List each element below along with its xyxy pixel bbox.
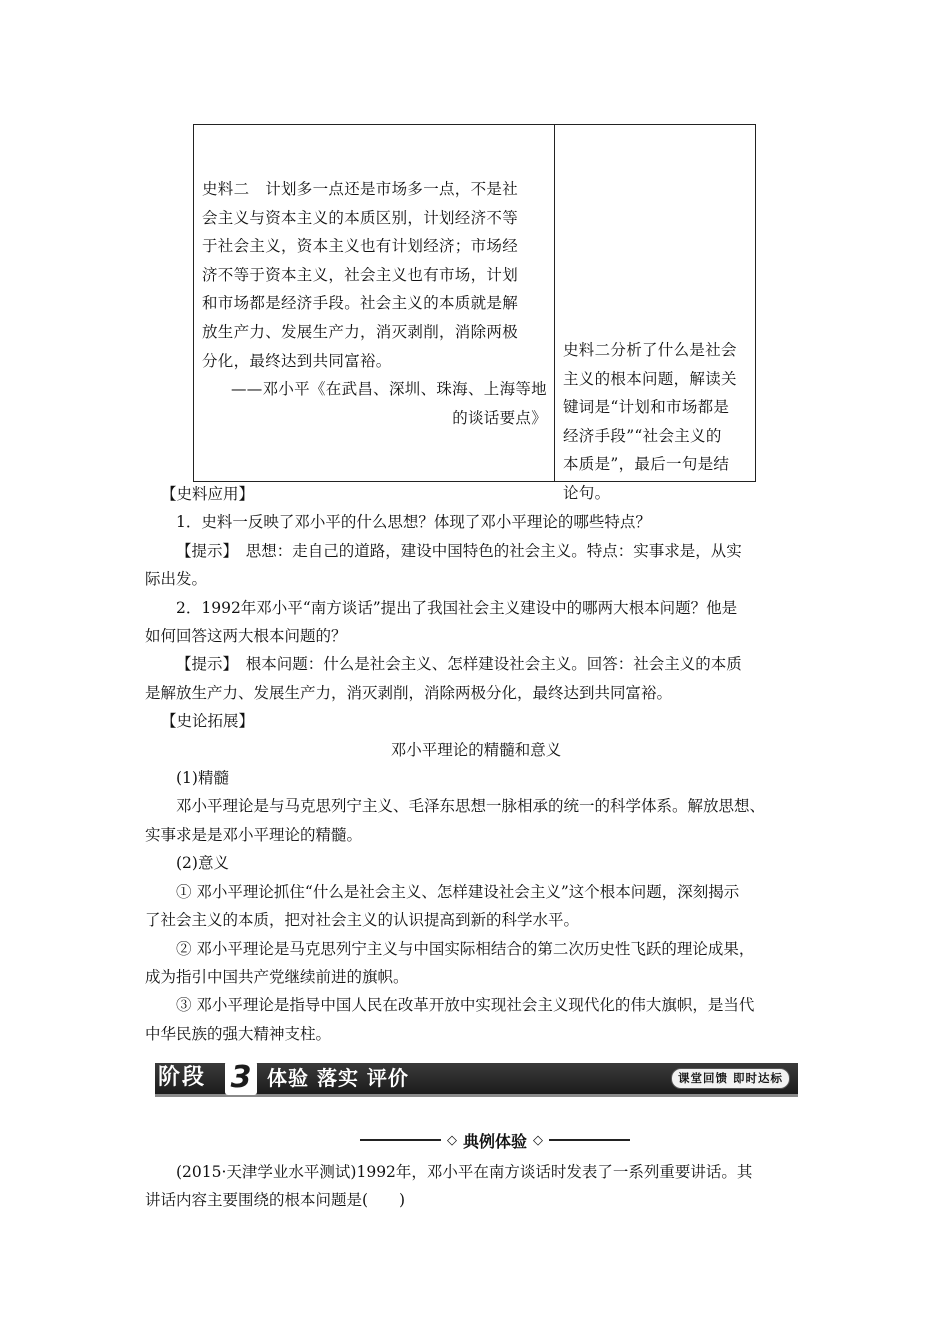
paragraph-line: 了社会主义的本质，把对社会主义的认识提高到新的科学水平。	[145, 911, 580, 930]
stage-banner	[155, 1060, 798, 1097]
extend-title: 邓小平理论的精髓和意义	[390, 740, 562, 759]
paragraph-line: 实事求是是邓小平理论的精髓。	[145, 825, 363, 844]
paragraph-line: ① 邓小平理论抓住“什么是社会主义、怎样建设社会主义”这个根本问题，深刻揭示	[176, 882, 740, 901]
stage-label: 阶段	[158, 1065, 207, 1090]
subheading-essence: (1)精髓	[176, 769, 229, 788]
paragraph-line: 邓小平理论是与马克思列宁主义、毛泽东思想一脉相承的统一的科学体系。解放思想、	[176, 797, 766, 816]
analysis-line: 史料二分析了什么是社会	[563, 341, 737, 359]
source-line: 和市场都是经济手段。社会主义的本质就是解	[202, 294, 519, 313]
source-column	[194, 125, 555, 481]
divider-line-left	[360, 1139, 441, 1140]
stage-title: 体验 落实 评价	[267, 1066, 409, 1090]
main-body	[145, 480, 807, 1048]
analysis-line: 经济手段”“社会主义的	[563, 426, 722, 445]
source-line: 济不等于资本主义，社会主义也有市场，计划	[202, 265, 519, 284]
hint-2-line: 【提示】 根本问题：什么是社会主义、怎样建设社会主义。回答：社会主义的本质	[176, 655, 742, 674]
stage-number: 3	[225, 1061, 257, 1095]
example-question-line: (2015·天津学业水平测试)1992年，邓小平在南方谈话时发表了一系列重要讲话。其	[176, 1163, 753, 1181]
source-line: 分化，最终达到共同富裕。	[202, 351, 392, 370]
subheading-significance: (2)意义	[176, 854, 229, 873]
diamond-icon: ◇	[533, 1132, 544, 1148]
example-divider	[360, 1128, 630, 1152]
paragraph-line: ② 邓小平理论是马克思列宁主义与中国实际相结合的第二次历史性飞跃的理论成果，	[176, 939, 755, 958]
stage-tag: 课堂回馈 即时达标	[671, 1068, 790, 1089]
section-heading-apply: 【史料应用】	[161, 485, 255, 503]
diamond-icon: ◇	[447, 1132, 457, 1148]
example-question-line: 讲话内容主要围绕的根本问题是( )	[145, 1191, 406, 1210]
paragraph-line: ③ 邓小平理论是指导中国人民在改革开放中实现社会主义现代化的伟大旗帜，是当代	[176, 996, 755, 1015]
analysis-line: 键词是“计划和市场都是	[563, 398, 730, 417]
analysis-line: 本质是”，最后一句是结	[563, 455, 730, 474]
hint-1-line: 际出发。	[145, 570, 208, 589]
section-heading-extend: 【史论拓展】	[161, 712, 255, 731]
source-citation-line: 的谈话要点》	[452, 408, 547, 427]
source-line: 史料二 计划多一点还是市场多一点，不是社	[202, 180, 519, 198]
hint-1-line: 【提示】 思想：走自己的道路，建设中国特色的社会主义。特点：实事求是，从实	[176, 541, 742, 560]
question-1: 1．史料一反映了邓小平的什么思想？体现了邓小平理论的哪些特点？	[176, 513, 651, 532]
divider-line-right	[549, 1139, 630, 1140]
hint-2-line: 是解放生产力、发展生产力，消灭剥削，消除两极分化，最终达到共同富裕。	[145, 683, 673, 702]
paragraph-line: 中华民族的强大精神支柱。	[145, 1024, 332, 1043]
example-question	[145, 1158, 807, 1215]
source-line: 于社会主义，资本主义也有计划经济；市场经	[202, 237, 519, 256]
example-title: 典例体验	[463, 1131, 528, 1151]
analysis-line: 主义的根本问题，解读关	[563, 369, 737, 388]
question-2-line: 如何回答这两大根本问题的？	[145, 627, 347, 646]
paragraph-line: 成为指引中国共产党继续前进的旗帜。	[145, 967, 409, 986]
source-text-block	[202, 175, 547, 432]
analysis-column	[555, 125, 755, 502]
source-line: 会主义与资本主义的本质区别，计划经济不等	[202, 208, 519, 227]
analysis-line: 论句。	[563, 483, 611, 502]
source-citation-line: ——邓小平《在武昌、深圳、珠海、上海等地	[230, 380, 547, 399]
source-line: 放生产力、发展生产力，消灭剥削，消除两极	[202, 322, 519, 341]
question-2-line: 2．1992年邓小平“南方谈话”提出了我国社会主义建设中的哪两大根本问题？他是	[176, 598, 738, 617]
